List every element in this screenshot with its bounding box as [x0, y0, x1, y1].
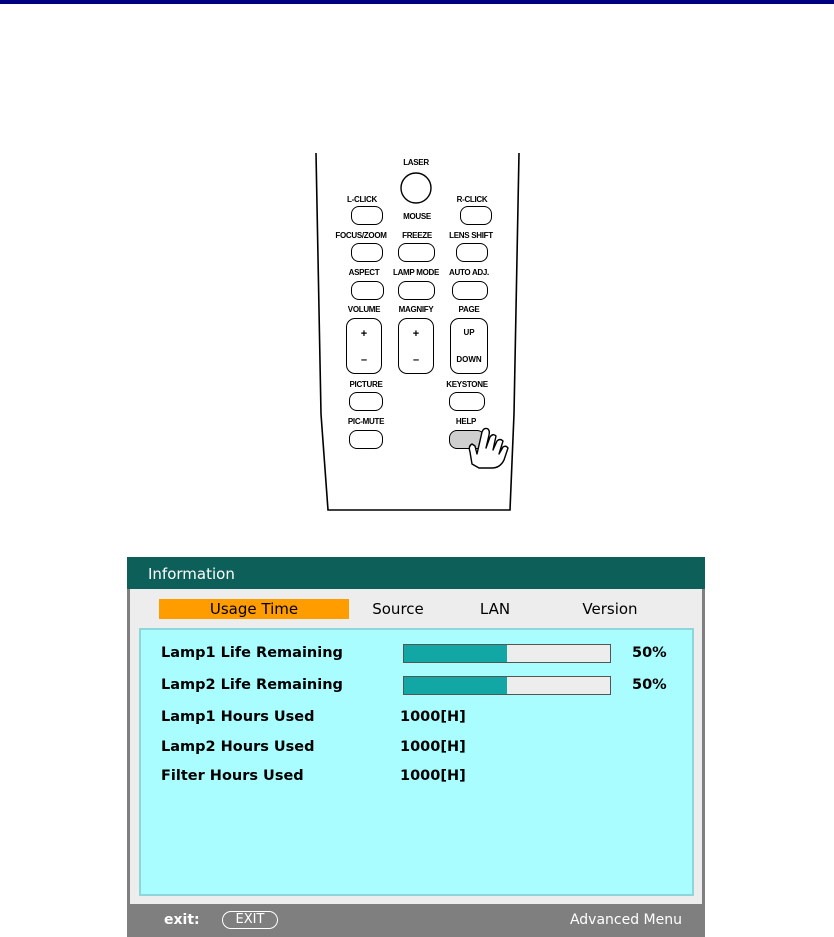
r-click-button[interactable]	[460, 206, 492, 225]
magnify-label: MAGNIFY	[398, 305, 434, 314]
exit-button[interactable]: EXIT	[222, 911, 278, 929]
filter-hours-label: Filter Hours Used	[161, 768, 304, 784]
tab-source[interactable]: Source	[372, 600, 424, 618]
help-label: HELP	[455, 417, 477, 426]
auto-adj-label: AUTO ADJ.	[449, 268, 489, 277]
laser-button[interactable]	[401, 173, 431, 203]
l-click-button[interactable]	[351, 206, 383, 225]
focus-zoom-label: FOCUS/ZOOM	[335, 231, 387, 240]
aspect-label: ASPECT	[348, 268, 380, 277]
lamp1-life-percent: 50%	[632, 645, 667, 661]
lamp-mode-button[interactable]	[398, 281, 435, 300]
usage-time-content	[139, 628, 694, 896]
lamp1-life-bar-fill	[404, 645, 507, 662]
keystone-button[interactable]	[449, 392, 485, 411]
lamp2-hours-value: 1000[H]	[400, 739, 466, 755]
lamp1-hours-value: 1000[H]	[400, 709, 466, 725]
page-down[interactable]: DOWN	[456, 355, 482, 364]
lamp2-life-bar-fill	[404, 677, 507, 694]
freeze-button[interactable]	[398, 243, 435, 262]
auto-adj-button[interactable]	[452, 281, 488, 300]
lamp1-life-bar	[403, 644, 611, 663]
lens-shift-label: LENS SHIFT	[449, 231, 493, 240]
volume-minus[interactable]: –	[360, 354, 368, 366]
lamp1-life-label: Lamp1 Life Remaining	[161, 645, 343, 661]
page-up[interactable]: UP	[463, 328, 475, 337]
picture-button[interactable]	[349, 392, 383, 411]
lamp2-life-percent: 50%	[632, 677, 667, 693]
volume-label: VOLUME	[347, 305, 381, 314]
volume-rocker[interactable]	[346, 318, 382, 374]
lamp2-life-bar	[403, 676, 611, 695]
l-click-label: L-CLICK	[347, 195, 377, 204]
lamp1-hours-label: Lamp1 Hours Used	[161, 709, 315, 725]
tab-version[interactable]: Version	[582, 600, 638, 618]
lamp-mode-label: LAMP MODE	[392, 268, 440, 277]
pointing-hand-icon	[462, 424, 522, 474]
magnify-rocker[interactable]	[398, 318, 434, 374]
r-click-label: R-CLICK	[456, 195, 488, 204]
magnify-minus[interactable]: –	[412, 354, 420, 366]
freeze-label: FREEZE	[402, 231, 432, 240]
lamp2-life-label: Lamp2 Life Remaining	[161, 677, 343, 693]
pic-mute-label: PIC-MUTE	[347, 417, 385, 426]
tab-usage-time[interactable]: Usage Time	[159, 599, 349, 619]
page-label: PAGE	[458, 305, 480, 314]
laser-label: LASER	[403, 158, 429, 167]
lens-shift-button[interactable]	[456, 243, 488, 262]
tab-lan[interactable]: LAN	[479, 600, 511, 618]
magnify-plus[interactable]: +	[412, 328, 420, 340]
osd-title: Information	[127, 557, 705, 589]
advanced-menu-label[interactable]: Advanced Menu	[569, 912, 682, 928]
lamp2-hours-label: Lamp2 Hours Used	[161, 739, 315, 755]
osd-footer	[127, 904, 705, 937]
filter-hours-value: 1000[H]	[400, 768, 466, 784]
aspect-button[interactable]	[351, 281, 384, 300]
tab-bar	[130, 589, 702, 627]
picture-label: PICTURE	[349, 380, 383, 389]
osd-body	[130, 589, 702, 904]
page-rocker[interactable]	[450, 318, 488, 374]
information-osd-panel	[127, 557, 705, 937]
focus-zoom-button[interactable]	[351, 243, 383, 262]
pic-mute-button[interactable]	[349, 430, 383, 449]
volume-plus[interactable]: +	[360, 328, 368, 340]
mouse-label: MOUSE	[403, 212, 431, 221]
keystone-label: KEYSTONE	[446, 380, 488, 389]
exit-label: exit:	[164, 912, 200, 928]
